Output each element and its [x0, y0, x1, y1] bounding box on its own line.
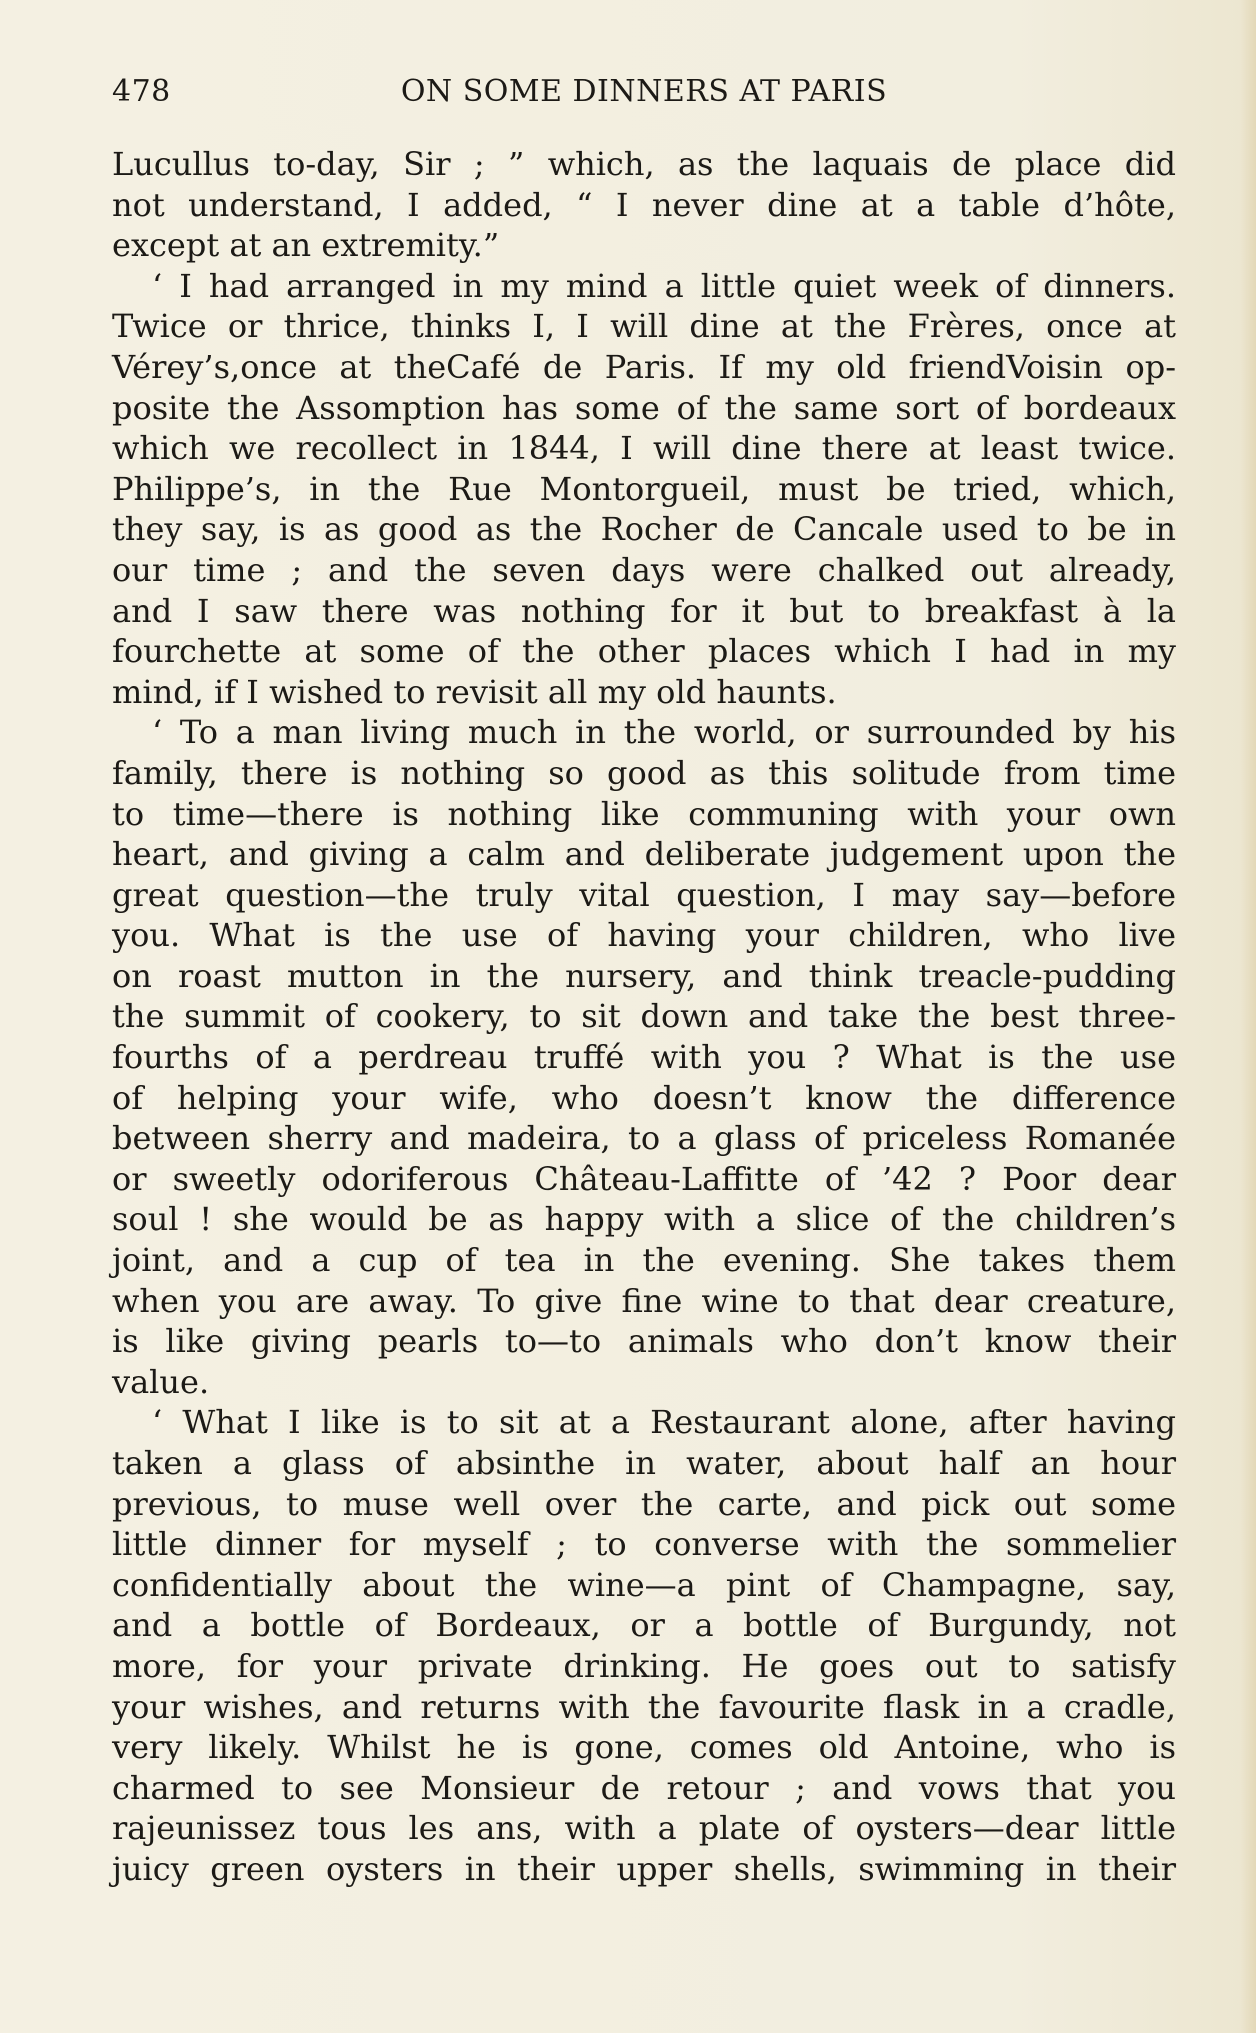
text-line: previous, to muse well over the carte, and pick out some — [112, 1484, 1176, 1523]
text-line: your wishes, and returns with the favourite flask in a cradle, — [112, 1687, 1176, 1726]
text-line: except at an extremity.” — [112, 226, 500, 265]
text-line: and I saw there was nothing for it but to breakfast à la — [112, 591, 1176, 630]
text-line: value. — [112, 1362, 210, 1401]
text-line: Philippe’s, in the Rue Montorgueil, must be tried, which, — [112, 469, 1176, 508]
text-line: fourths of a perdreau truffé with you ? What is the use — [112, 1038, 1176, 1077]
page-header — [112, 74, 1176, 114]
text-line: more, for your private drinking. He goes out to satisfy — [112, 1646, 1176, 1685]
text-line: ‘ What I like is to sit at a Restaurant alone, after having — [152, 1403, 1176, 1442]
text-line: posite the Assomption has some of the same sort of bordeaux — [112, 388, 1176, 427]
text-line: Lucullus to-day, Sir ; ” which, as the laquais de place did — [112, 145, 1176, 183]
text-line: which we recollect in 1844, I will dine there at least twice. — [112, 429, 1176, 468]
text-line: they say, is as good as the Rocher de Cancale used to be in — [112, 510, 1176, 549]
text-line: is like giving pearls to—to animals who don’t know their — [112, 1322, 1176, 1361]
text-line: of helping your wife, who doesn’t know the difference — [112, 1078, 1176, 1117]
text-line: soul ! she would be as happy with a slice of the children’s — [112, 1200, 1176, 1239]
body-text — [112, 144, 1176, 1890]
text-line: and a bottle of Bordeaux, or a bottle of Burgundy, not — [112, 1606, 1176, 1645]
text-line: confidentially about the wine—a pint of Champagne, say, — [112, 1565, 1176, 1604]
text-line: between sherry and madeira, to a glass of priceless Romanée — [112, 1119, 1176, 1158]
text-line: ‘ I had arranged in my mind a little quiet week of dinners. — [152, 266, 1176, 305]
text-line: not understand, I added, “ I never dine at a table d’hôte, — [112, 185, 1176, 224]
text-line: taken a glass of absinthe in water, about half an hour — [112, 1444, 1176, 1482]
text-line: ‘ To a man living much in the world, or surrounded by his — [152, 713, 1176, 752]
text-line: you. What is the use of having your children, who live — [112, 916, 1176, 955]
text-line: charmed to see Monsieur de retour ; and vows that you — [112, 1768, 1176, 1807]
text-line: rajeunissez tous les ans, with a plate of oysters—dear little — [112, 1809, 1176, 1848]
text-line: Vérey’s,once at theCafé de Paris. If my old friendVoisin op- — [112, 347, 1176, 386]
text-line: joint, and a cup of tea in the evening. She takes them — [112, 1241, 1176, 1280]
text-line: when you are away. To give fine wine to that dear creature, — [112, 1281, 1176, 1320]
text-line: Twice or thrice, thinks I, I will dine at the Frères, once at — [112, 307, 1176, 346]
text-line: very likely. Whilst he is gone, comes old Antoine, who is — [112, 1728, 1176, 1767]
text-line: heart, and giving a calm and deliberate judgement upon the — [112, 835, 1176, 874]
running-title: ON SOME DINNERS AT PARIS — [400, 74, 888, 109]
text-line: little dinner for myself ; to converse with the sommelier — [112, 1525, 1176, 1564]
text-line: juicy green oysters in their upper shells, swimming in their — [112, 1849, 1176, 1888]
text-line: fourchette at some of the other places which I had in my — [112, 632, 1176, 671]
text-line: mind, if I wished to revisit all my old haunts. — [112, 672, 837, 711]
page-edge-shadow — [1240, 0, 1256, 2033]
text-line: on roast mutton in the nursery, and think treacle-pudding — [112, 956, 1176, 995]
text-line: the summit of cookery, to sit down and take the best three- — [112, 997, 1176, 1036]
text-line: our time ; and the seven days were chalked out already, — [112, 550, 1176, 589]
text-line: to time—there is nothing like communing with your own — [112, 794, 1176, 833]
page-number: 478 — [112, 74, 171, 109]
text-line: great question—the truly vital question, I may say—before — [112, 875, 1176, 914]
text-line: family, there is nothing so good as this solitude from time — [112, 753, 1176, 792]
text-line: or sweetly odoriferous Château-Laffitte of ’42 ? Poor dear — [112, 1159, 1176, 1198]
